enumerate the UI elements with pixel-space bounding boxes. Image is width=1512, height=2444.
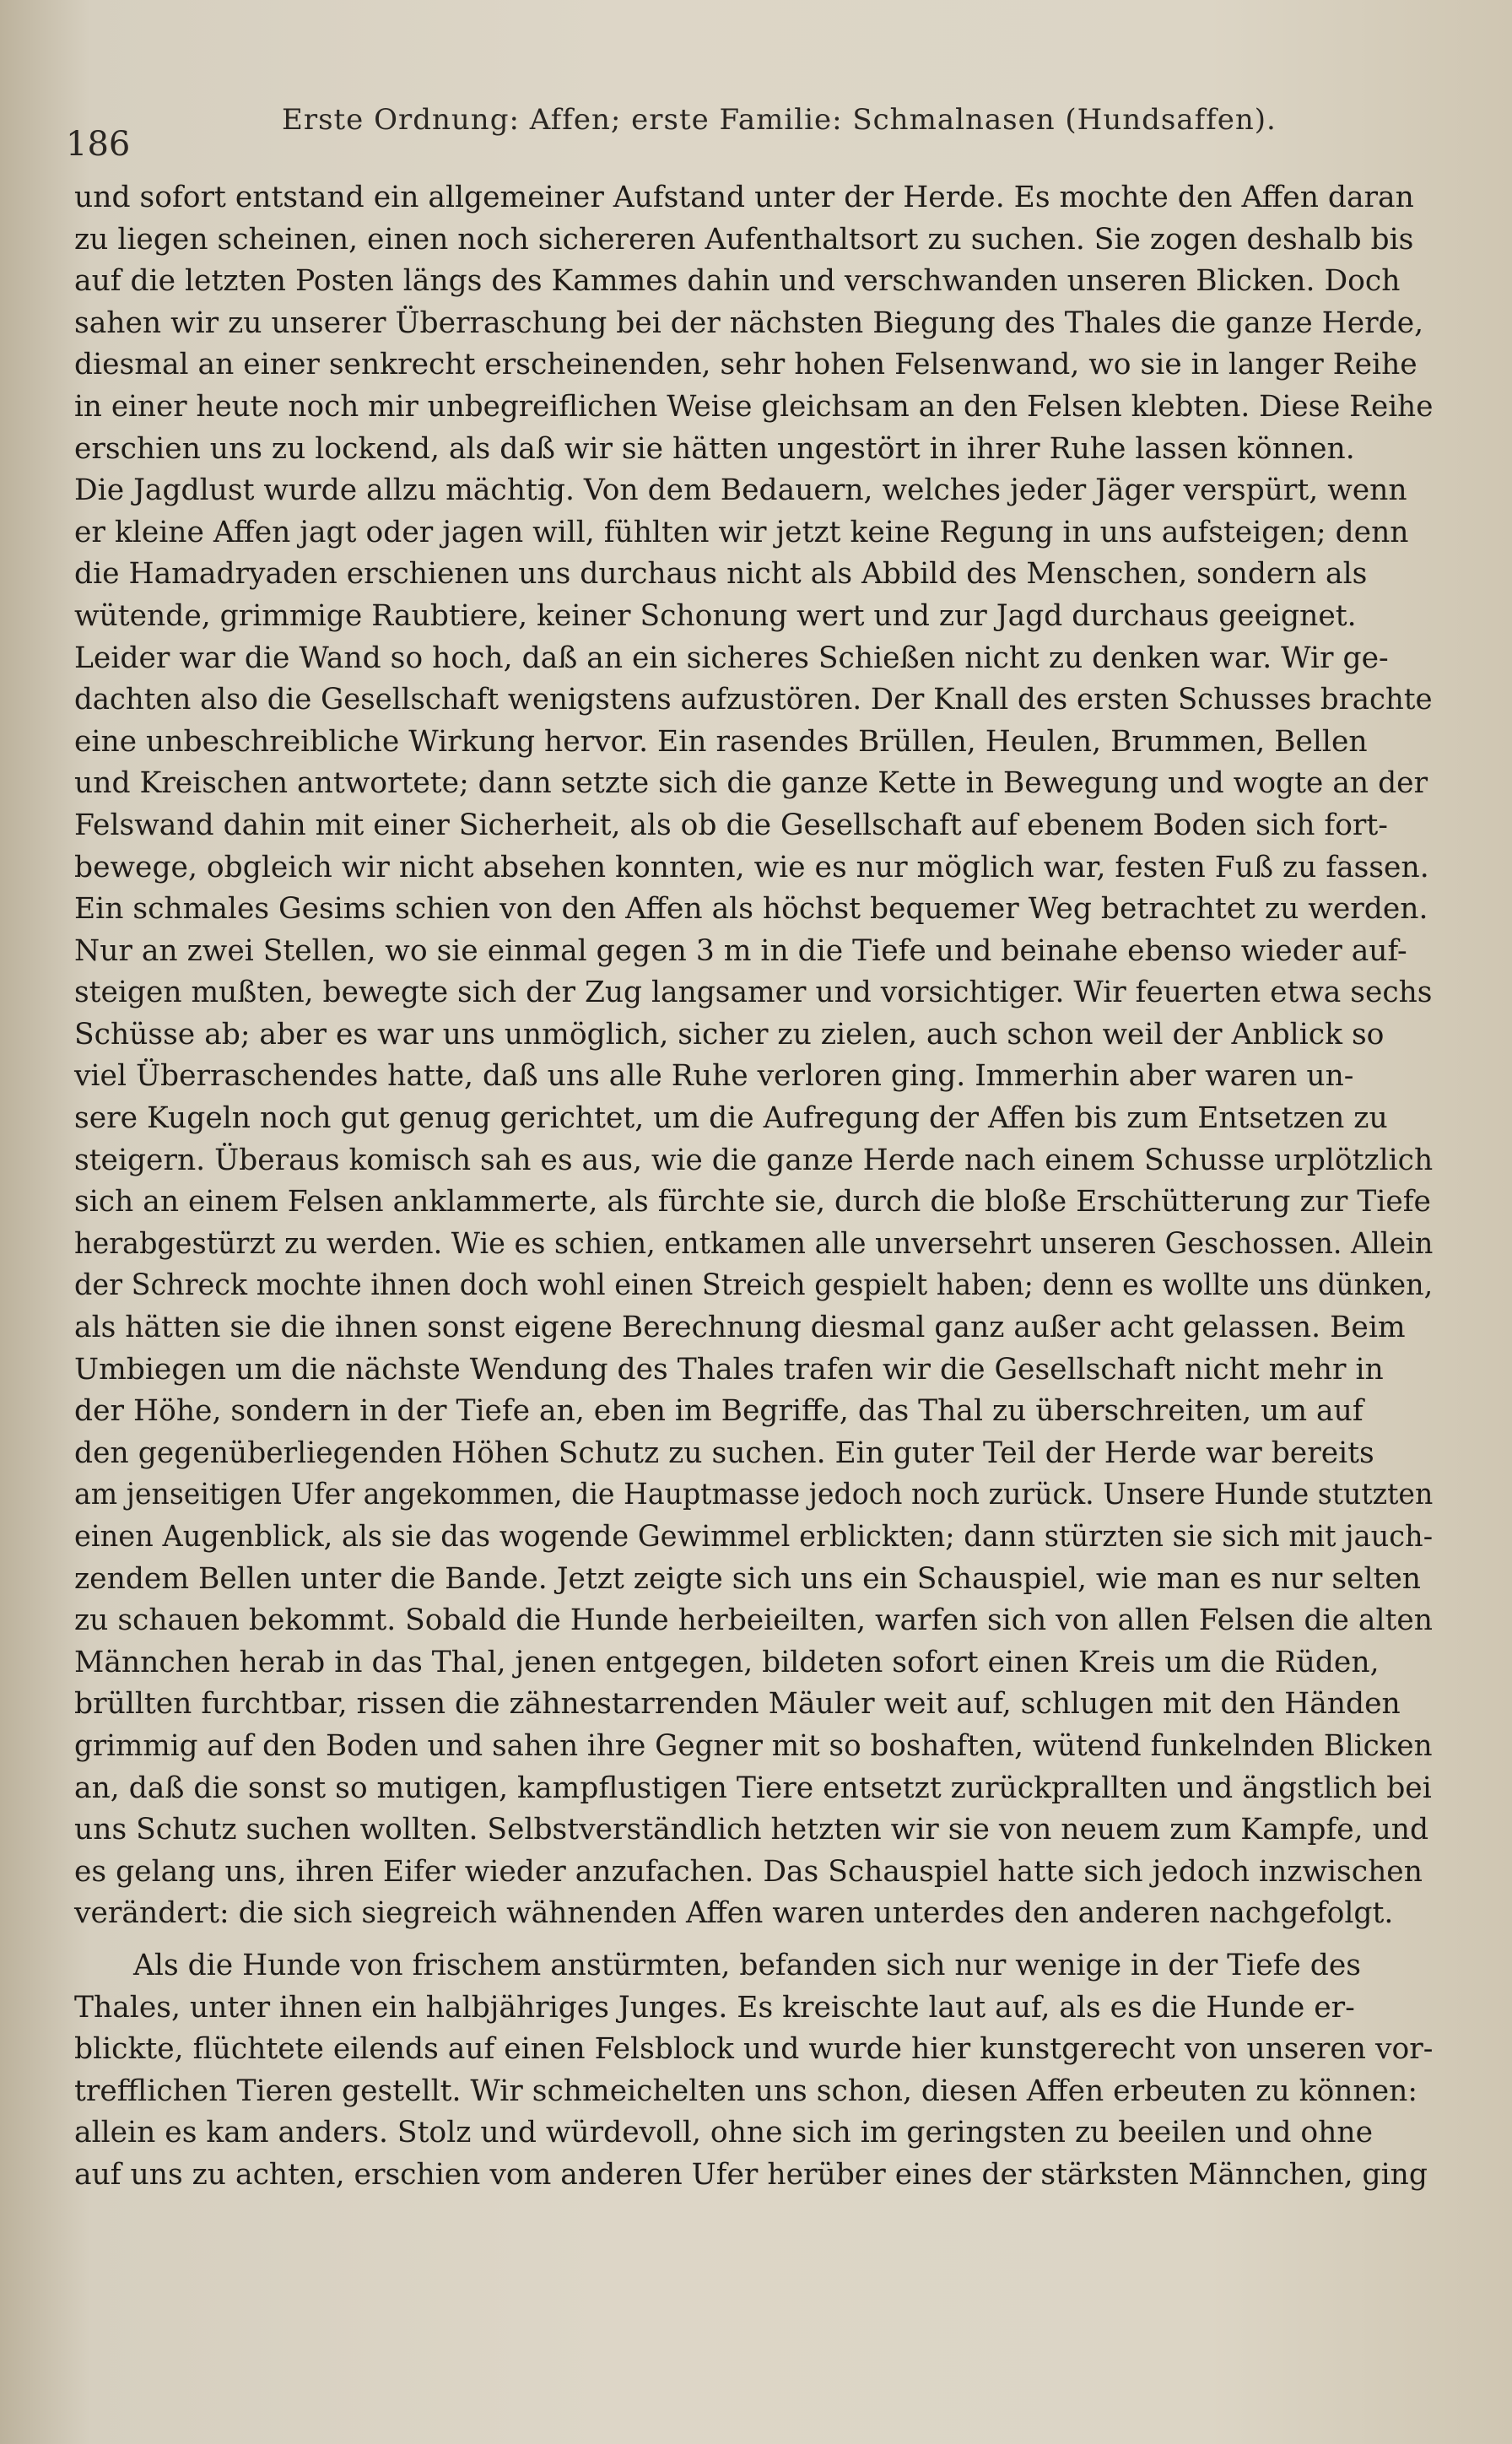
text-line: als hätten sie die ihnen sonst eigene Berechnung diesmal ganz außer acht gelassen. Beim <box>74 1311 1406 1345</box>
text-line: steigen mußten, bewegte sich der Zug langsamer und vorsichtiger. Wir feuerten etwa sechs <box>74 976 1433 1010</box>
text-line: erschien uns zu lockend, als daß wir sie hätten ungestört in ihrer Ruhe lassen können. <box>74 431 1355 466</box>
text-line: es gelang uns, ihren Eifer wieder anzufachen. Das Schauspiel hatte sich jedoch inzwischen <box>74 1854 1423 1889</box>
text-line: brüllten furchtbar, rissen die zähnestarrenden Mäuler weit auf, schlugen mit den Händen <box>74 1687 1401 1722</box>
text-line: Felswand dahin mit einer Sicherheit, als ob die Gesellschaft auf ebenem Boden sich fort- <box>74 808 1388 842</box>
text-line: allein es kam anders. Stolz und würdevoll, ohne sich im geringsten zu beeilen und ohne <box>74 2116 1374 2150</box>
text-line: herabgestürzt zu werden. Wie es schien, entkamen alle unversehrt unseren Geschossen. Allein <box>74 1226 1434 1261</box>
paragraph <box>74 1945 1433 2197</box>
text-line: sahen wir zu unserer Überraschung bei der nächsten Biegung des Thales die ganze Herde, <box>74 306 1424 340</box>
text-line: die Hamadryaden erschienen uns durchaus nicht als Abbild des Menschen, sondern als <box>74 557 1368 592</box>
text-line: am jenseitigen Ufer angekommen, die Hauptmasse jedoch noch zurück. Unsere Hunde stutzten <box>74 1478 1434 1512</box>
text-line: Leider war die Wand so hoch, daß an ein sicheres Schießen nicht zu denken war. Wir ge- <box>74 641 1389 675</box>
text-line: Ein schmales Gesims schien von den Affen als höchst bequemer Weg betrachtet zu werden. <box>74 892 1428 927</box>
text-line: Umbiegen um die nächste Wendung des Thales trafen wir die Gesellschaft nicht mehr in <box>74 1352 1384 1387</box>
text-line: sere Kugeln noch gut genug gerichtet, um die Aufregung der Affen bis zum Entsetzen zu <box>74 1101 1388 1136</box>
text-line: und sofort entstand ein allgemeiner Aufstand unter der Herde. Es mochte den Affen daran <box>74 181 1414 214</box>
text-line: Schüsse ab; aber es war uns unmöglich, sicher zu zielen, auch schon weil der Anblick so <box>74 1017 1385 1052</box>
text-line: bewege, obgleich wir nicht absehen konnten, wie es nur möglich war, festen Fuß zu fassen. <box>74 850 1429 884</box>
running-head: Erste Ordnung: Affen; erste Familie: Schmalnasen (Hundsaffen). <box>282 103 1277 137</box>
paragraph-gap <box>74 1935 1433 1945</box>
text-line: auf uns zu achten, erschien vom anderen Ufer herüber eines der stärksten Männchen, ging <box>74 2157 1428 2192</box>
text-line: Männchen herab in das Thal, jenen entgegen, bildeten sofort einen Kreis um die Rüden, <box>74 1645 1380 1679</box>
text-line: sich an einem Felsen anklammerte, als fürchte sie, durch die bloße Erschütterung zur Tiefe <box>74 1185 1431 1219</box>
paragraph <box>74 177 1433 1935</box>
text-line: blickte, flüchtete eilends auf einen Felsblock und wurde hier kunstgerecht von unseren vor- <box>74 2032 1434 2067</box>
text-line: den gegenüberliegenden Höhen Schutz zu suchen. Ein guter Teil der Herde war bereits <box>74 1436 1374 1470</box>
text-line: steigern. Überaus komisch sah es aus, wie die ganze Herde nach einem Schusse urplötzlich <box>74 1143 1434 1177</box>
text-line: der Höhe, sondern in der Tiefe an, eben im Begriffe, das Thal zu überschreiten, um auf <box>74 1394 1364 1429</box>
text-line: zu liegen scheinen, einen noch sichereren Aufenthaltsort zu suchen. Sie zogen deshalb bis <box>74 222 1414 257</box>
text-line: Nur an zwei Stellen, wo sie einmal gegen 3 m in die Tiefe und beinahe ebenso wieder auf- <box>74 933 1407 968</box>
text-line: wütende, grimmige Raubtiere, keiner Schonung wert und zur Jagd durchaus geeignet. <box>74 598 1357 633</box>
text-line: Als die Hunde von frischem anstürmten, befanden sich nur wenige in der Tiefe des <box>133 1948 1361 1982</box>
body-text <box>74 177 1433 2197</box>
text-line: verändert: die sich siegreich wähnenden Affen waren unterdes den anderen nachgefolgt. <box>74 1896 1394 1931</box>
text-line: auf die letzten Posten längs des Kammes dahin und verschwanden unseren Blicken. Doch <box>74 264 1401 299</box>
text-line: dachten also die Gesellschaft wenigstens aufzustören. Der Knall des ersten Schusses brachte <box>74 683 1433 717</box>
text-line: uns Schutz suchen wollten. Selbstverständlich hetzten wir sie von neuem zum Kampfe, und <box>74 1813 1429 1847</box>
text-line: und Kreischen antwortete; dann setzte sich die ganze Kette in Bewegung und wogte an der <box>74 766 1428 801</box>
text-line: diesmal an einer senkrecht erscheinenden, sehr hohen Felsenwand, wo sie in langer Reihe <box>74 348 1418 382</box>
text-line: eine unbeschreibliche Wirkung hervor. Ein rasendes Brüllen, Heulen, Brummen, Bellen <box>74 724 1368 759</box>
text-line: der Schreck mochte ihnen doch wohl einen Streich gespielt haben; denn es wollte uns dünken, <box>74 1268 1434 1303</box>
text-line: an, daß die sonst so mutigen, kampflustigen Tiere entsetzt zurückprallten und ängstlich bei <box>74 1771 1432 1805</box>
text-line: zendem Bellen unter die Bande. Jetzt zeigte sich uns ein Schauspiel, wie man es nur selten <box>74 1561 1421 1596</box>
text-line: trefflichen Tieren gestellt. Wir schmeichelten uns schon, diesen Affen erbeuten zu können: <box>74 2074 1418 2108</box>
text-line: in einer heute noch mir unbegreiflichen Weise gleichsam an den Felsen klebten. Diese Reihe <box>74 389 1434 424</box>
page-header <box>66 100 1450 176</box>
text-line: zu schauen bekommt. Sobald die Hunde herbeieilten, warfen sich von allen Felsen die alten <box>74 1603 1433 1638</box>
text-line: einen Augenblick, als sie das wogende Gewimmel erblickten; dann stürzten sie sich mit jauch- <box>74 1520 1434 1554</box>
text-line: er kleine Affen jagt oder jagen will, fühlten wir jetzt keine Regung in uns aufsteigen; denn <box>74 515 1409 549</box>
text-line: grimmig auf den Boden und sahen ihre Gegner mit so boshaften, wütend funkelnden Blicken <box>74 1728 1433 1763</box>
text-line: Thales, unter ihnen ein halbjähriges Junges. Es kreischte laut auf, als es die Hunde er- <box>74 1990 1355 2025</box>
text-line: Die Jagdlust wurde allzu mächtig. Von dem Bedauern, welches jeder Jäger verspürt, wenn <box>74 473 1407 508</box>
page-number: 186 <box>66 125 131 164</box>
text-line: viel Überraschendes hatte, daß uns alle Ruhe verloren ging. Immerhin aber waren un- <box>74 1059 1354 1094</box>
